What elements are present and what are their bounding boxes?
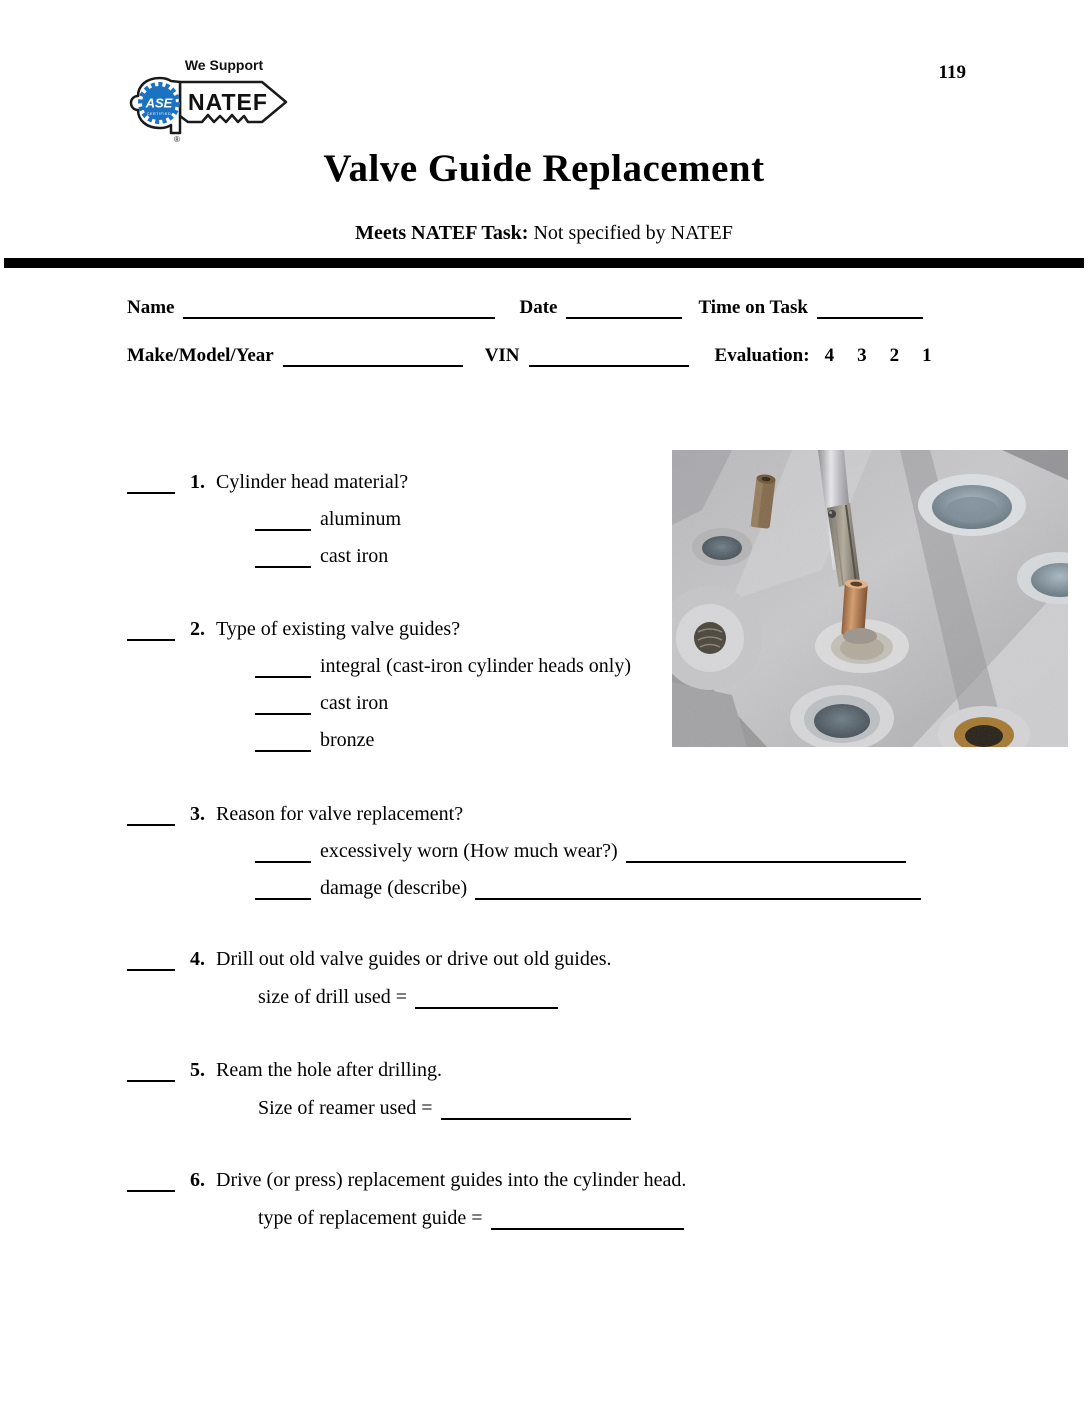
detail-label: type of replacement guide =	[258, 1207, 483, 1229]
meets-natef-task-value: Not specified by NATEF	[533, 222, 733, 244]
score-blank	[127, 472, 175, 494]
score-blank	[127, 804, 175, 826]
page-number: 119	[938, 62, 966, 83]
option-label: excessively worn (How much wear?)	[320, 840, 618, 862]
detail-label: Size of reamer used =	[258, 1097, 433, 1119]
vin-label: VIN	[484, 345, 520, 366]
logo-org-name: NATEF	[188, 89, 268, 115]
evaluation-value-3: 3	[857, 345, 867, 366]
option-label: bronze	[320, 729, 375, 751]
evaluation-value-4: 4	[824, 345, 835, 366]
name-label: Name	[127, 297, 175, 318]
option-label: damage (describe)	[320, 877, 468, 899]
question-number: 5.	[190, 1059, 205, 1081]
logo-tagline: We Support	[184, 57, 264, 73]
header-divider	[4, 258, 1084, 268]
svg-text:CERTIFIED: CERTIFIED	[146, 112, 172, 116]
option-blank	[255, 693, 311, 715]
question-number: 2.	[190, 618, 205, 640]
option-blank	[255, 546, 311, 568]
cylinder-head-photo-image	[672, 450, 1068, 747]
question-number: 6.	[190, 1169, 205, 1191]
question-4	[127, 947, 967, 1009]
question-number: 3.	[190, 803, 205, 825]
evaluation-value-1: 1	[922, 345, 932, 366]
vin-field-blank	[529, 345, 689, 367]
option-blank	[255, 841, 311, 863]
evaluation-value-2: 2	[889, 345, 900, 366]
time-on-task-field-blank	[817, 297, 923, 319]
question-text: Drive (or press) replacement guides into the cylinder head.	[216, 1169, 687, 1191]
question-text: Type of existing valve guides?	[216, 618, 461, 640]
natef-key-icon	[128, 52, 303, 144]
question-text: Drill out old valve guides or drive out old guides.	[216, 948, 612, 970]
make-model-year-field-blank	[283, 345, 463, 367]
ase-gear-icon	[141, 85, 178, 122]
option-damage	[255, 876, 967, 900]
option-blank	[255, 509, 311, 531]
score-blank	[127, 1170, 175, 1192]
svg-text:ASE: ASE	[145, 95, 173, 111]
option-blank	[255, 878, 311, 900]
question-6	[127, 1168, 967, 1230]
option-label: cast iron	[320, 545, 389, 567]
question-text: Ream the hole after drilling.	[216, 1059, 443, 1081]
replacement-guide-type-blank	[491, 1208, 684, 1230]
option-blank	[255, 656, 311, 678]
date-field-blank	[566, 297, 682, 319]
score-blank	[127, 1060, 175, 1082]
option-label: integral (cast-iron cylinder heads only)	[320, 655, 631, 677]
name-field-blank	[183, 297, 495, 319]
question-5	[127, 1058, 967, 1120]
wear-amount-blank	[626, 841, 906, 863]
reamer-size-line	[258, 1096, 967, 1120]
make-model-year-label: Make/Model/Year	[127, 345, 274, 366]
option-blank	[255, 730, 311, 752]
name-date-time-row	[127, 296, 967, 319]
meets-natef-task	[0, 222, 1088, 245]
question-number: 4.	[190, 948, 205, 970]
question-3	[127, 802, 967, 900]
question-text: Cylinder head material?	[216, 471, 409, 493]
drill-size-blank	[415, 987, 558, 1009]
option-label: aluminum	[320, 508, 402, 530]
cylinder-head-valve-guide-photo	[672, 450, 1068, 747]
evaluation-label: Evaluation:	[714, 345, 810, 366]
reamer-size-blank	[441, 1098, 631, 1120]
time-on-task-label: Time on Task	[698, 297, 808, 318]
score-blank	[127, 619, 175, 641]
page-title: Valve Guide Replacement	[323, 147, 765, 190]
meets-natef-task-label: Meets NATEF Task:	[355, 222, 529, 244]
natef-ase-logo	[128, 52, 303, 144]
registered-mark: ®	[174, 135, 180, 144]
date-label: Date	[519, 297, 558, 318]
option-label: cast iron	[320, 692, 389, 714]
question-text: Reason for valve replacement?	[216, 803, 464, 825]
question-number: 1.	[190, 471, 205, 493]
vehicle-evaluation-row	[127, 344, 967, 367]
score-blank	[127, 949, 175, 971]
damage-description-blank	[475, 878, 921, 900]
replacement-guide-type-line	[258, 1206, 967, 1230]
option-excessively-worn	[255, 839, 967, 863]
detail-label: size of drill used =	[258, 986, 408, 1008]
drill-size-line	[258, 985, 967, 1009]
